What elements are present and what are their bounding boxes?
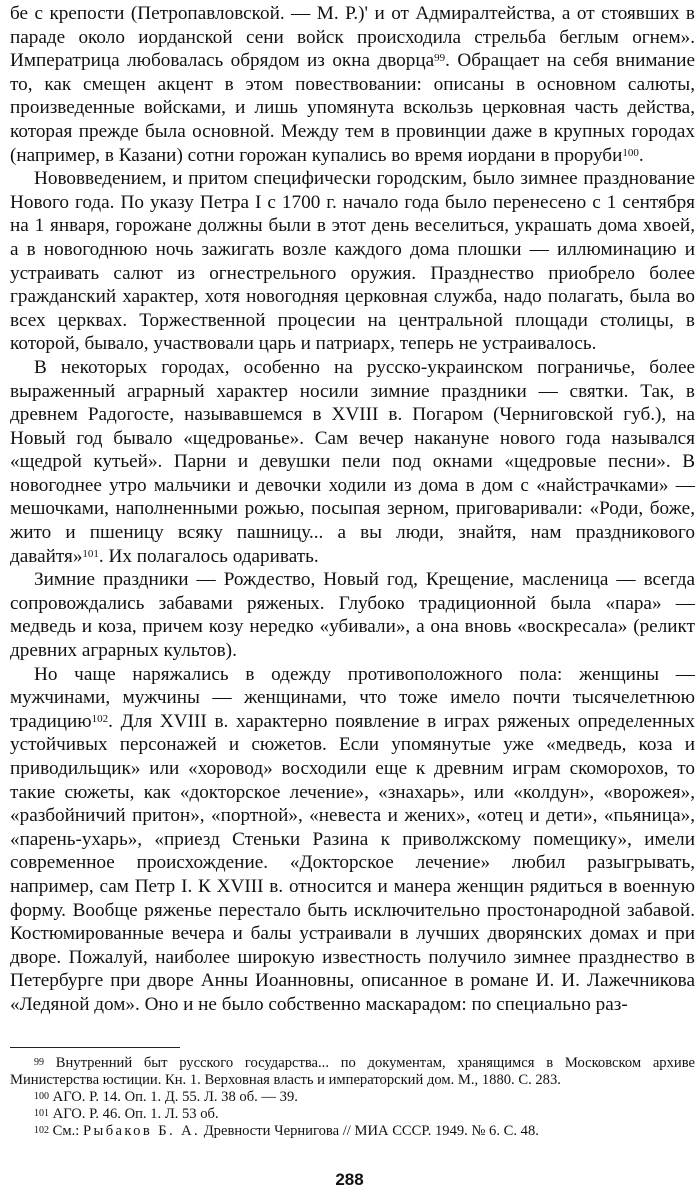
footnote-text: См.: [49,1123,83,1139]
footnote-divider [10,1047,180,1048]
footnote-number: 102 [34,1125,49,1136]
footnote-101 [10,1106,695,1123]
text-run: . Для XVIII в. характерно появление в играх ряженых определенных устойчивых персонажей и сюжетов. Если упомянутые уже «медведь, коза и приводильщик» или «хоровод» восходили еще к древним играм скоморохов, то такие сюжеты, как «докторское лечение», «знахарь», или «колдун», «ворожея», «разбойничий притон», «портной», «невеста и жених», «отец и дети», «пьяница», «парень-ухарь», «приезд Стеньки Разина к приволжскому помещику», имели современное происхождение. «Докторское лечение» любил разыгрывать, например, сам Петр I. К XVIII в. относится и манера женщин рядиться в военную форму. Вообще ряженье перестало быть исключительно простонародной забавой. Костюмированные вечера и балы устраивали в лучших дворянских домах и при дворе. Пожалуй, наиболее широкую известность получило зимнее празднество в Петербурге при дворе Анны Иоанновны, описанное в романе И. И. Лажечникова «Ледяной дом». Оно и не было собственно маскарадом: по специально раз- [10,710,695,1015]
paragraph-2 [10,167,695,356]
footnote-text: АГО. Р. 14. Оп. 1. Д. 55. Л. 38 об. — 39. [49,1089,298,1105]
paragraph-5 [10,663,695,1017]
footnote-number: 101 [34,1108,49,1119]
footnote-number: 100 [34,1091,49,1102]
footnote-100 [10,1089,695,1106]
footnote-author: Рыбаков Б. А. [82,1123,201,1139]
footnote-ref-101[interactable]: 101 [82,547,99,560]
footnote-102 [10,1123,695,1140]
paragraph-3 [10,356,695,568]
footnotes [10,1055,695,1140]
footnote-text: АГО. Р. 46. Оп. 1. Л. 53 об. [49,1106,219,1122]
footnote-ref-99[interactable]: 99 [434,52,446,65]
footnote-ref-102[interactable]: 102 [91,712,109,725]
page-number: 288 [335,1170,364,1189]
paragraph-1 [10,2,695,167]
main-text [10,2,695,1017]
text-run: . [638,144,644,166]
text-run: . Обращает на себя внимание то, как смещен акцент в этом повествовании: описаны в основном салюты, произведенные войсками, и лишь упомянута вскользь церковная часть действа, которая прежде была основной. Между тем в провинции даже в крупных городах (например, в Казани) сотни горожан купались во время иордани в проруби [10,50,695,166]
text-run: бе с крепости (Петропавловской. — М. Р.)' и от Адмиралтейства, а от стоявших в параде около иорданской сени войск происходила стрельба беглым огнем». Императрица любовалась обрядом из окна дворца [10,3,695,72]
footnote-text: Внутренний быт русского государства... по документам, хранящимся в Московском архиве Министерства юстиции. Кн. 1. Верховная власть и императорский дом. М., 1880. С. 283. [10,1055,695,1088]
footnote-number: 99 [34,1057,44,1068]
footnote-ref-100[interactable]: 100 [622,146,639,159]
text-run: Зимние праздники — Рождество, Новый год, Крещение, масленица — всегда сопровождались забавами ряженых. Глубоко традиционной была «пара» — медведь и коза, причем козу нередко «убивали», а она вновь «воскресала» (реликт древних аграрных культов). [10,569,695,662]
text-run: . Их полагалось одаривать. [98,545,319,567]
footnote-text: Древности Чернигова // МИА СССР. 1949. № 6. С. 48. [200,1123,539,1139]
footnote-99 [10,1055,695,1089]
paragraph-4 [10,568,695,662]
text-run: Нововведением, и притом специфически городским, было зимнее празднование Нового года. По указу Петра I с 1700 г. начало года было перенесено с 1 сентября на 1 января, горожане должны были в этот день веселиться, украшать дома хвоей, а в новогоднюю ночь зажигать возле каждого дома плошки — иллюминацию и устраивать салют из огнестрельного оружия. Празднество приобрело более гражданский характер, хотя новогодняя церковная служба, надо полагать, была во всех церквах. Торжественной процесии на центральной площади столицы, в которой, бывало, участвовали царь и патриарх, теперь не устраивалось. [10,168,695,355]
text-run: В некоторых городах, особенно на русско-украинском пограничье, более выраженный аграрный характер носили зимние праздники — святки. Так, в древнем Радогосте, называвшемся в XVIII в. Погаром (Черниговской губ.), на Новый год бывало «щедрованье». Сам вечер накануне нового года назывался «щедрой кутьей». Парни и девушки пели под окнами «щедровые песни». В новогоднее утро мальчики и девочки ходили из дома в дом с «найстрачками» — мешочками, наполненными рожью, посыпая зерном, приговаривали: «Роди, боже, жито и пшеницу всяку пашницу... а вы люди, знайтя, нам праздникового давайтя» [10,356,695,567]
text-run: Но чаще наряжались в одежду противоположного пола: женщины — мужчинами, мужчины — женщинами, что тоже имело почти тысячелетнюю традицию [10,663,695,732]
